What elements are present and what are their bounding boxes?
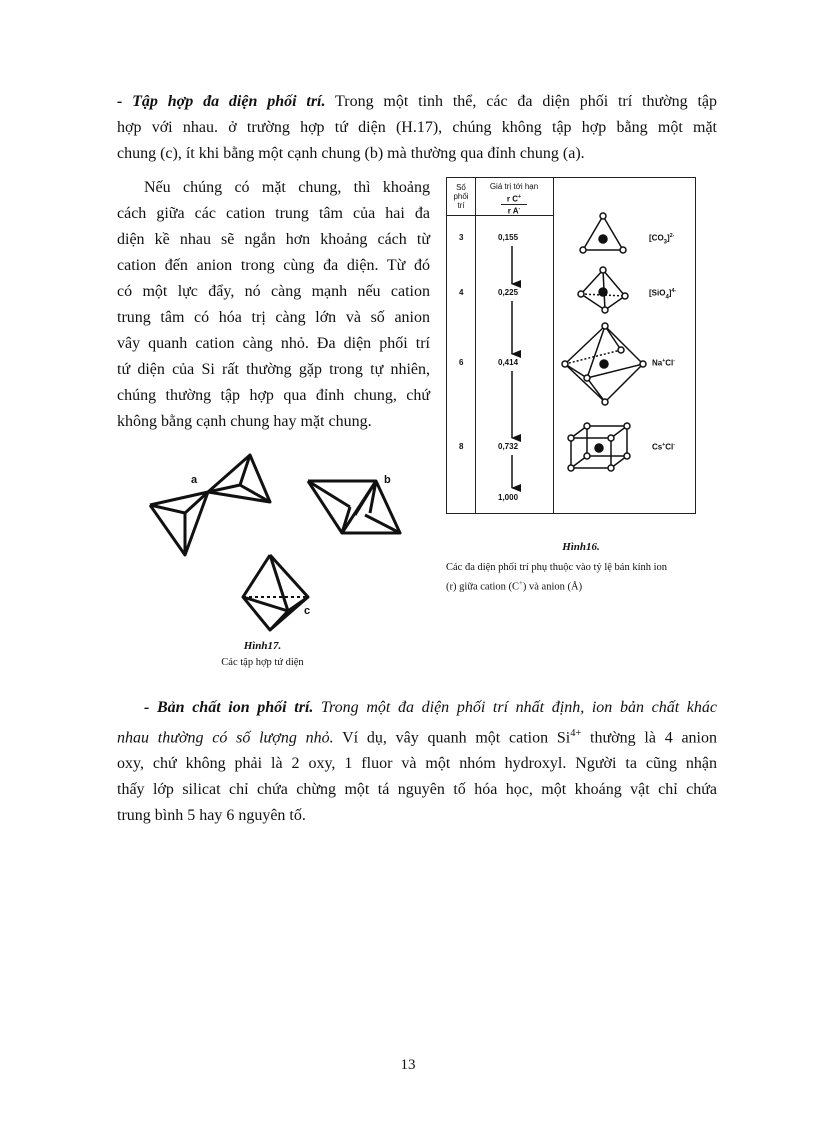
cn-value: 6 [459,358,464,367]
figure-16-drawings [447,178,695,513]
figure-17-label-c: c [304,605,311,617]
paragraph-3-line-1: - Bản chất ion phối trí. Trong một đa diện phối trí nhất định, ion bản chất khác [144,699,717,716]
paragraph-3-line-2: nhau thường có số lượng nhỏ. Ví dụ, vây quanh một cation $Si^{4+}$ thường là 4 anion [117,728,718,747]
tetrahedra-shared-face [243,555,311,630]
figure-17-label-b: b [384,474,391,486]
ratio-value: 0,225 [498,288,519,297]
header-critical-value: Giá trị tới hạn r C+ r A- [489,182,539,216]
triangle-polyhedron-icon [580,213,626,253]
figure-17-title: Hình17. [243,640,282,652]
cn-value: 4 [459,288,464,297]
figure-16-table [446,177,696,514]
paragraph-2-line: chúng thường tập hợp qua đỉnh chung, chứ [117,387,430,404]
figure-17-label-a: a [191,474,198,486]
formula-sio4: $[SiO_4]^{4-}$ [649,288,677,301]
paragraph-3-line-4: thấy lớp silicat chỉ chứa chừng một tá nguyên tố hóa học, một khoáng vật chỉ chứa [117,781,717,799]
paragraph-1-line-3: chung (c), ít khi bằng một cạnh chung (b) mà thường qua đỉnh chung (a). [117,145,585,162]
figure-16-title: Hình16. [562,541,600,553]
paragraph-1-lead: - Tập hợp đa diện phối trí. [117,93,326,110]
paragraph-2-line: tứ diện của Si rất thường gặp trong tự nhiên, [117,361,430,378]
paragraph-3-lead: - Bản chất ion phối trí. [144,699,314,716]
page-number: 13 [400,1057,416,1073]
paragraph-2-line: cách giữa các cation trung tâm của hai đa [117,205,430,222]
tetrahedra-shared-edge [308,481,400,533]
paragraph-2-line: không bằng cạnh chung hay mặt chung. [117,413,372,430]
ratio-value: 0,732 [498,442,519,451]
paragraph-1 [117,89,717,167]
paragraph-3-line-3: oxy, chứ không phải là 2 oxy, 1 fluor và một nhóm hydroxyl. Người ta cũng nhận [117,755,717,773]
ratio-value-final: 1,000 [498,493,519,502]
paragraph-2-line: cation đến anion trong cùng đa diện. Từ đó [117,257,430,274]
cube-polyhedron-icon [568,423,630,471]
paragraph-2 [117,175,430,435]
formula-co3: $[CO_3]^{2-}$ [649,233,675,246]
paragraph-1-line-1: - Tập hợp đa diện phối trí. Trong một tinh thể, các đa diện phối trí thường tập [117,93,717,110]
figure-16-caption: Các đa diện phối trí phụ thuộc vào tỷ lệ bán kính ion (r) giữa cation (C+) và anion (Å) [446,562,668,593]
paragraph-3-line-5: trung bình 5 hay 6 nguyên tố. [117,807,306,825]
paragraph-3 [117,695,717,829]
ratio-value: 0,155 [498,233,519,242]
cn-value: 3 [459,233,464,242]
octahedron-polyhedron-icon [562,323,646,405]
tetrahedron-polyhedron-icon [578,267,628,313]
header-coordination-number: Số phối trí [453,183,469,210]
tetrahedra-shared-vertex [150,455,270,555]
paragraph-2-line: Nếu chúng có mặt chung, thì khoảng [144,179,430,196]
figure-17-drawing [140,445,440,635]
paragraph-2-line: diện kề nhau sẽ ngắn hơn khoảng cách từ [117,231,430,248]
paragraph-2-line: trung tâm có hóa trị càng lớn và số anion [117,309,430,326]
paragraph-2-line: vây quanh cation càng nhỏ. Đa diện phối trí [117,335,430,352]
formula-nacl: Na+Cl- [652,358,675,368]
figure-17-caption: Các tập hợp tứ diện [221,657,304,668]
formula-cscl: Cs+Cl- [652,442,675,452]
ratio-value: 0,414 [498,358,519,367]
cn-value: 8 [459,442,464,451]
paragraph-2-line: có một lực đẩy, nó càng mạnh nếu cation [117,283,430,300]
paragraph-1-line-2: hợp với nhau. ở trường hợp tứ diện (H.17), chúng không tập hợp bằng một mặt [117,119,717,136]
